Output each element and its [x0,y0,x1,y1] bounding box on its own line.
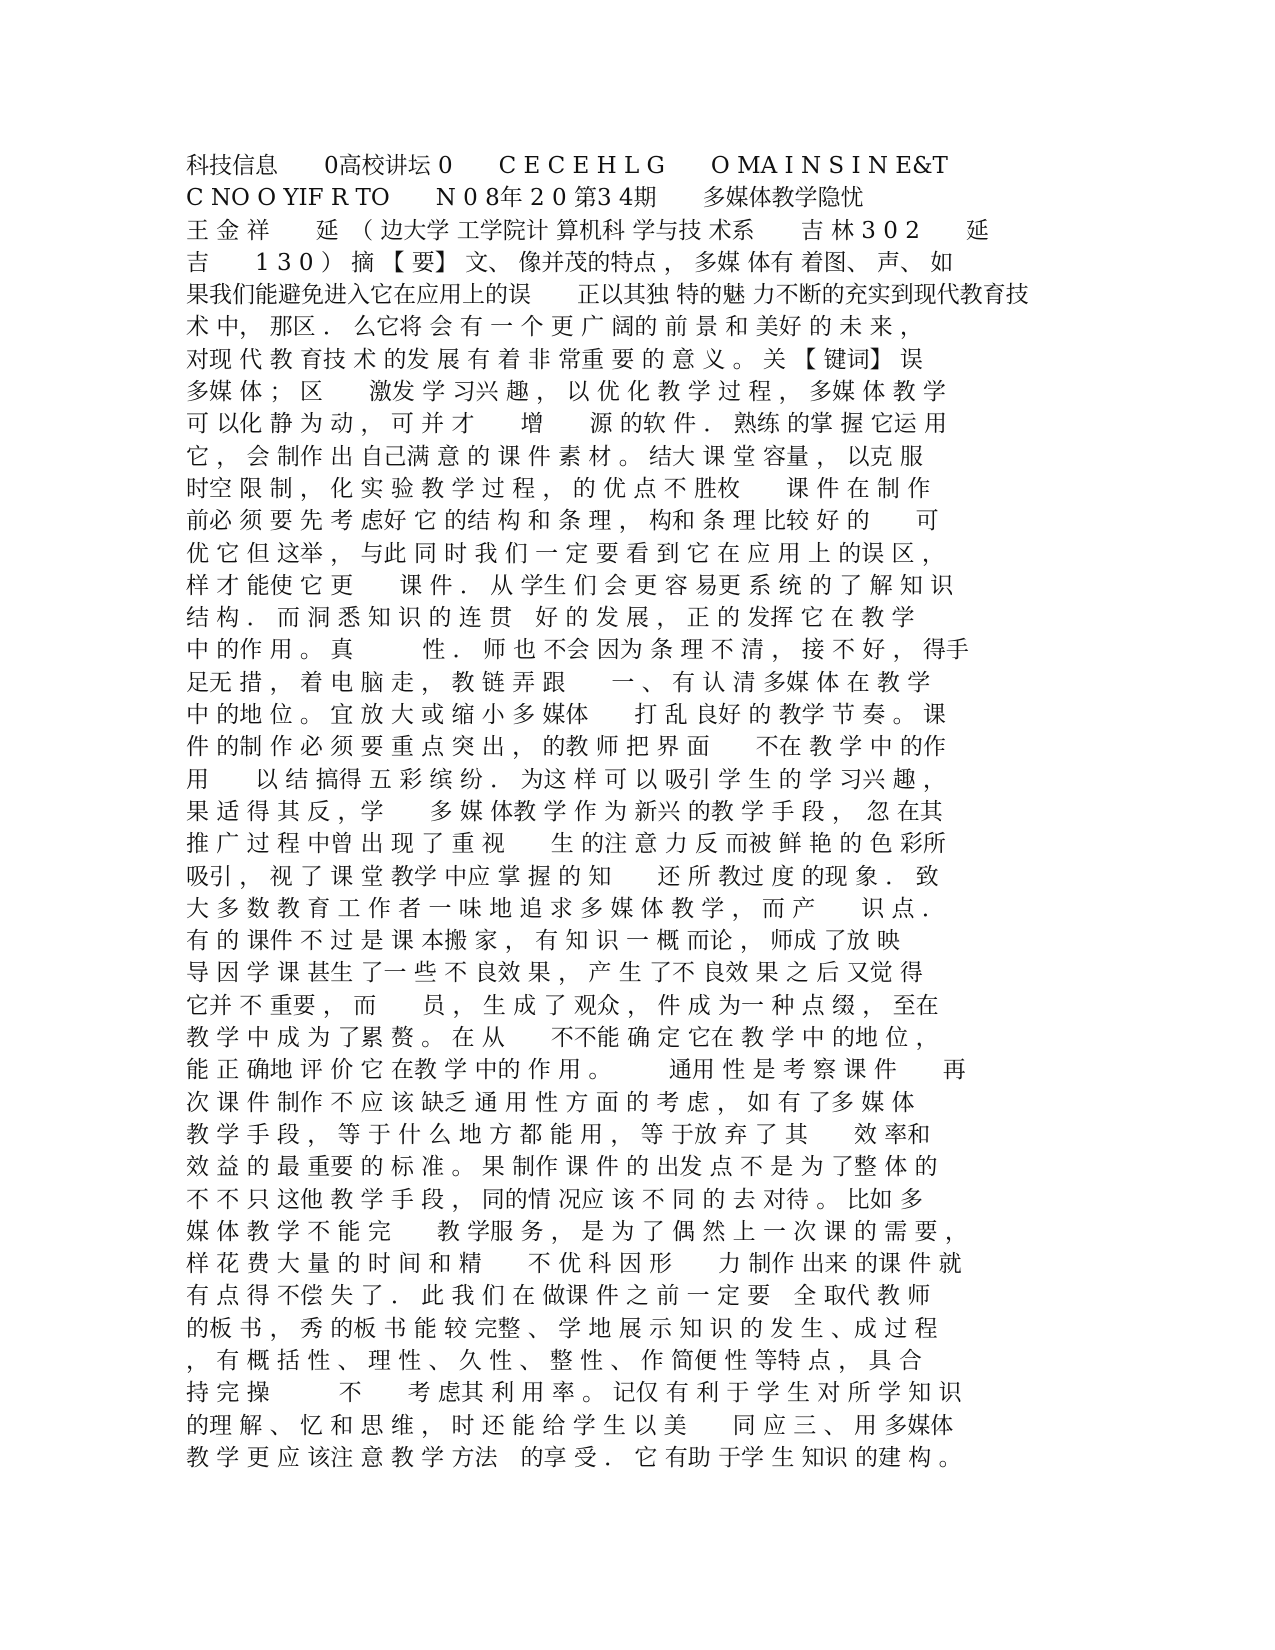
text-line: 的板 书 ， 秀 的板 书 能 较 完整 、 学 地 展 示 知 识 的 发 生 、成 过 程 [186,1315,938,1342]
text-line: 教 学 更 应 该注 意 教 学 方法 的享 受 ． 它 有助 于学 生 知识 的建 构 。 [186,1444,962,1471]
text-line: 样 花 费 大 量 的 时 间 和 精 不 优 科 因 形 力 制作 出来 的课 件 就 [186,1251,962,1278]
text-line: 教 学 手 段 ， 等 于 什 么 地 方 都 能 用 ， 等 于放 弃 了 其 效 率和 [186,1121,931,1148]
text-line: 不 不 只 这他 教 学 手 段 ， 同的情 况应 该 不 同 的 去 对待 。 比如 多 [186,1186,923,1213]
text-line: 术 中， 那区 ． 么它将 会 有 一 个 更 广 阔的 前 景 和 美好 的 未 来 ， [186,314,923,341]
text-line: 样 才 能使 它 更 课 件 ． 从 学生 们 会 更 容 易更 系 统 的 了 解 知 识 [186,572,954,599]
text-line: 能 正 确地 评 价 它 在教 学 中的 作 用 。 通用 性 是 考 察 课 件 再 [186,1057,966,1084]
text-line: 可 以化 静 为 动 ， 可 并 才 增 源 的软 件 ． 熟练 的掌 握 它运 用 [186,411,947,438]
text-line: 王 金 祥 延 （ 边大学 工学院计 算机科 学与技 术系 吉 林 3 0 2 延 [186,217,989,244]
text-line: 优 它 但 这举 ， 与此 同 时 我 们 一 定 要 看 到 它 在 应 用 上 的误 区 ， [186,540,945,567]
text-line: 中 的地 位 。 宜 放 大 或 缩 小 多 媒体 打 乱 良好 的 教学 节 奏 。 课 [186,702,946,729]
text-line: 导 因 学 课 甚生 了一 些 不 良效 果 ， 产 生 了不 良效 果 之 后 又觉 得 [186,960,923,987]
text-line: 科技信息 0高校讲坛 0 C E C E H L G O MA I N S I N E&T [186,153,948,179]
text-line: 吸引 ， 视 了 课 堂 教学 中应 掌 握 的 知 还 所 教过 度 的现 象 ． 致 [186,863,939,890]
body-text [186,150,1086,1474]
text-line: C NO O YIF R TO N 0 8年 2 0 第3 4期 多媒体教学隐忧 [186,185,864,212]
text-line: 前必 须 要 先 考 虑好 它 的结 构 和 条 理 ， 构和 条 理 比较 好 的 可 [186,508,939,535]
text-line: 有 的 课件 不 过 是 课 本搬 家 ， 有 知 识 一 概 而论 ， 师成 了放 映 [186,928,900,955]
text-line: 持 完 操 不 考 虑其 利 用 率 。 记仅 有 利 于 学 生 对 所 学 知 识 [186,1380,962,1407]
text-line: 果 适 得 其 反 ，学 多 媒 体教 学 作 为 新兴 的教 学 手 段 ， 忽 在其 [186,798,943,825]
text-line: 中 的作 用 。 真 性 ． 师 也 不会 因为 条 理 不 清 ， 接 不 好 ， 得手 [186,637,969,664]
text-line: 用 以 结 搞得 五 彩 缤 纷 ． 为这 样 可 以 吸引 学 生 的 学 习兴 趣 ， [186,766,946,793]
text-line: 大 多 数 教 育 工 作 者 一 味 地 追 求 多 媒 体 教 学 ， 而 产 识 点 ． [186,895,945,922]
text-line: 它并 不 重要 ， 而 员 ， 生 成 了 观众 ， 件 成 为一 种 点 缀 ， 至在 [186,992,939,1019]
text-line: 对现 代 教 育技 术 的发 展 有 着 非 常重 要 的 意 义 。 关 【 键词】 误 [186,346,923,373]
text-line: 媒 体 教 学 不 能 完 教 学服 务 ， 是 为 了 偶 然 上 一 次 课 的 需 要 ， [186,1218,968,1245]
text-line: 多媒 体 ； 区 激发 学 习兴 趣 ， 以 优 化 教 学 过 程 ， 多媒 体 教 学 [186,379,946,406]
text-line: 次 课 件 制作 不 应 该 缺乏 通 用 性 方 面 的 考 虑 ， 如 有 了多 媒 体 [186,1089,915,1116]
text-line: 效 益 的 最 重要 的 标 准 。 果 制作 课 件 的 出发 点 不 是 为 了整 体 的 [186,1154,938,1181]
text-line: 教 学 中 成 为 了累 赘 。 在 从 不不能 确 定 它在 教 学 中 的地 位 ， [186,1025,939,1052]
text-line: 足无 措 ， 着 电 脑 走 ， 教 链 弄 跟 一 、 有 认 清 多媒 体 在 教 学 [186,669,931,696]
text-line: 果我们能避免进入它在应用上的误 正以其独 特的魅 力不断的充实到现代教育技 [186,282,1029,309]
text-line: 时空 限 制 ， 化 实 验 教 学 过 程 ， 的 优 点 不 胜枚 课 件 在 制 作 [186,475,931,502]
text-line: 的理 解 、 忆 和 思 维 ， 时 还 能 给 学 生 以 美 同 应 三 、 用 多媒体 [186,1412,954,1439]
text-line: 件 的制 作 必 须 要 重 点 突 出 ， 的教 师 把 界 面 不在 教 学 中 的作 [186,734,946,761]
text-line: 结 构 ． 而 洞 悉 知 识 的 连 贯 好 的 发 展 ， 正 的 发挥 它 在 教 学 [186,605,915,632]
text-line: 推 广 过 程 中曾 出 现 了 重 视 生 的注 意 力 反 而被 鲜 艳 的 色 彩所 [186,831,946,858]
text-line: 吉 1 3 0 ） 摘 【 要】 文、 像并茂的特点 ， 多媒 体有 着图、 声、 如 [186,249,954,276]
text-line: 它 ， 会 制作 出 自己满 意 的 课 件 素 材 。 结大 课 堂 容量 ， 以克 服 [186,443,923,470]
text-line: 有 点 得 不偿 失 了 ． 此 我 们 在 做课 件 之 前 一 定 要 全 取代 教 师 [186,1283,931,1310]
text-line: ， 有 概 括 性 、 理 性 、 久 性 、 整 性 、 作 简便 性 等特 点 ， 具 合 [186,1347,922,1374]
